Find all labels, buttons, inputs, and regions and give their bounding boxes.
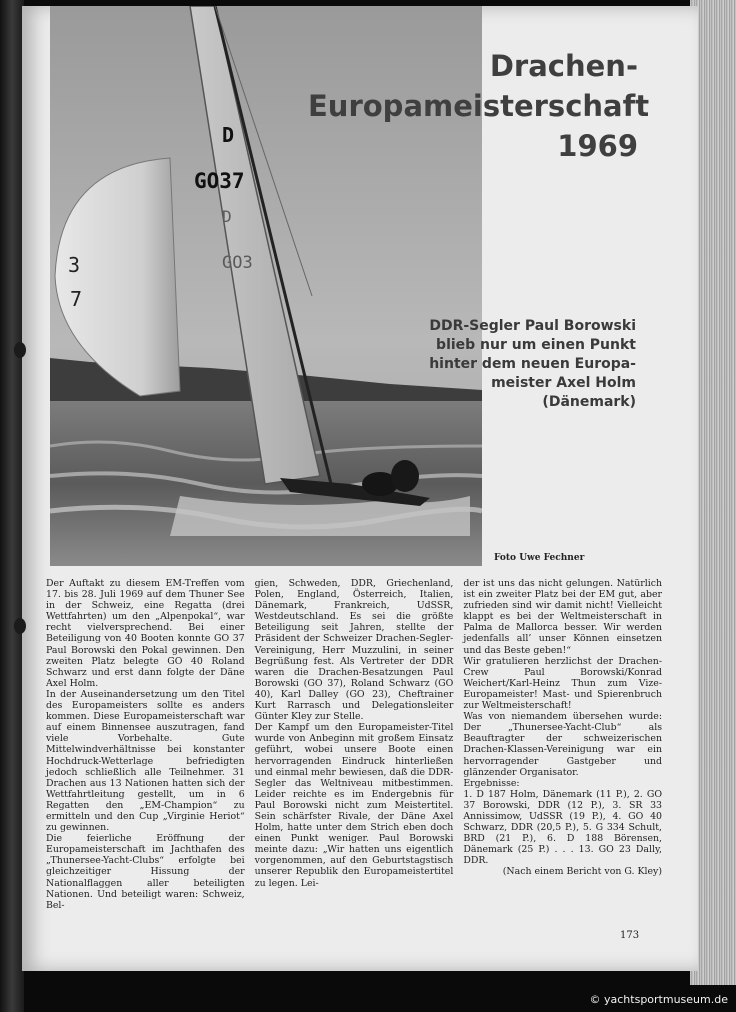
title-line: Drachen-	[489, 49, 638, 83]
sail-country-mirror: D	[222, 207, 232, 226]
paragraph: Wir gratulieren herzlichst der Drachen-Crew Paul Borowski/Konrad Weichert/Karl-Heinz Thun zum Vize-Europameister! Mast- und Spierenbruch zur Weltmeisterschaft!	[463, 655, 663, 712]
title-line: Europameisterschaft	[308, 89, 650, 123]
sail-number: GO37	[194, 169, 245, 193]
watermark: © yachtsportmuseum.de	[589, 993, 728, 1006]
paragraph: Der Auftakt zu diesem EM-Treffen vom 17. bis 28. Juli 1969 auf dem Thuner See in der Schweiz, eine Regatta (drei Wettfahrten) um den „Alpenpokal“, war recht vielversprechend. Bei einer Beteiligung von 40 Booten konnte GO 37 Paul Borowski den Pokal gewinnen. Den zweiten Platz belegte GO 40 Roland Schwarz und erst dann folgte der Däne Axel Holm.	[46, 578, 245, 689]
paragraph: Was von niemandem übersehen wurde: Der „Thunersee-Yacht-Club“ als Beauftragter der schweizerischen Drachen-Klassen-Vereinigung war ein hervorragender Gastgeber und glänzender Organisator.	[463, 711, 663, 778]
binding-hole	[14, 342, 26, 358]
paragraph: In der Auseinandersetzung um den Titel des Europameisters sollte es anders kommen. Diese Europameisterschaft war auf einem Binnensee auszutragen, fand viele Vorbehalte. Gute Mittelwindverhältnisse bei konstanter Hochdruck-Wetterlage befriedigten jedoch schließlich alle Teilnehmer. 31 Drachen aus 13 Nationen hatten sich der Wettfahrtleitung gestellt, um in 6 Regatten den „EM-Champion“ zu ermitteln und den Cup „Virginie Heriot“ zu gewinnen.	[46, 688, 245, 834]
page-number: 173	[620, 930, 640, 941]
results-list: 1. D 187 Holm, Dänemark (11 P.), 2. GO 37 Borowski, DDR (12 P.), 3. SR 33 Annissimow, UdSSR (19 P.), 4. GO 40 Schwarz, DDR (20,5 P.), 5. G 334 Schult, BRD (21 P.), 6. D 188 Börensen, Dänemark (25 P.) . . . 13. GO 23 Dally, DDR.	[463, 788, 663, 867]
subtitle-line: DDR-Segler Paul Borowski	[429, 318, 636, 334]
spinnaker-digit: 7	[70, 287, 83, 311]
sail-country: D	[222, 123, 235, 147]
book-binding	[0, 0, 24, 1012]
paragraph: Der Kampf um den Europameister-Titel wurde von Anbeginn mit großem Einsatz geführt, wobei unsere Boote einen hervorragenden Eindruck hinterließen und einmal mehr bewiesen, daß die DDR-Segler das Weltniveau mitbestimmen. Leider reichte es im Endergebnis für Paul Borowski nicht zum Meistertitel. Sein schärfster Rivale, der Däne Axel Holm, hatte unter dem Strich eben doch einen Punkt weniger. Paul Borowski meinte dazu: „Wir hatten uns eigentlich vorgenommen, auf den Geburtstagstisch unserer Republik den Europameistertitel zu legen. Lei-	[254, 722, 454, 889]
article-title	[308, 46, 650, 166]
subtitle-line: meister Axel Holm	[491, 375, 636, 391]
sail-number-mirror: GO3	[222, 253, 253, 273]
article-body	[46, 578, 663, 911]
photo-credit: Foto Uwe Fechner	[494, 553, 585, 563]
subtitle-line: hinter dem neuen Europa-	[429, 356, 636, 372]
binding-hole	[14, 618, 26, 634]
article-subtitle	[316, 317, 636, 412]
subtitle-line: (Dänemark)	[542, 394, 636, 410]
paragraph: der ist uns das nicht gelungen. Natürlich ist ein zweiter Platz bei der EM gut, aber zufrieden sind wir damit nicht! Vielleicht klappt es bei der Weltmeisterschaft in Palma de Mallorca besser. Wir werden jedenfalls all’ unser Können einsetzen und das Beste geben!“	[463, 578, 663, 656]
text-column-3	[463, 578, 662, 898]
source-note: (Nach einem Bericht von G. Kley)	[502, 866, 663, 878]
subtitle-line: blieb nur um einen Punkt	[436, 337, 636, 353]
text-column-1	[46, 578, 245, 911]
text-column-2	[255, 578, 454, 898]
spinnaker-digit: 3	[68, 253, 81, 277]
paragraph: gien, Schweden, DDR, Griechenland, Polen, England, Österreich, Italien, Dänemark, Frankreich, UdSSR, Westdeutschland. Es sei die größte Beteiligung seit Jahren, stellte der Präsident der Schweizer Drachen-Segler-Vereinigung, Herr Muzzulini, in seiner Begrüßung fest. Als Vertreter der DDR waren die Drachen-Besatzungen Paul Borowski (GO 37), Roland Schwarz (GO 40), Karl Dalley (GO 23), Cheftrainer Kurt Rarrasch und Delegationsleiter Günter Kley zur Stelle.	[254, 578, 454, 723]
paragraph: Die feierliche Eröffnung der Europameisterschaft im Jachthafen des „Thunersee-Yacht-Clubs“ erfolgte bei gleichzeitiger Hissung der Nationalflaggen aller beteiligten Nationen. Und beteiligt waren: Schweiz, Bel-	[46, 833, 245, 911]
title-line: 1969	[557, 129, 638, 163]
magazine-page	[22, 6, 698, 971]
results-heading: Ergebnisse:	[463, 777, 520, 789]
